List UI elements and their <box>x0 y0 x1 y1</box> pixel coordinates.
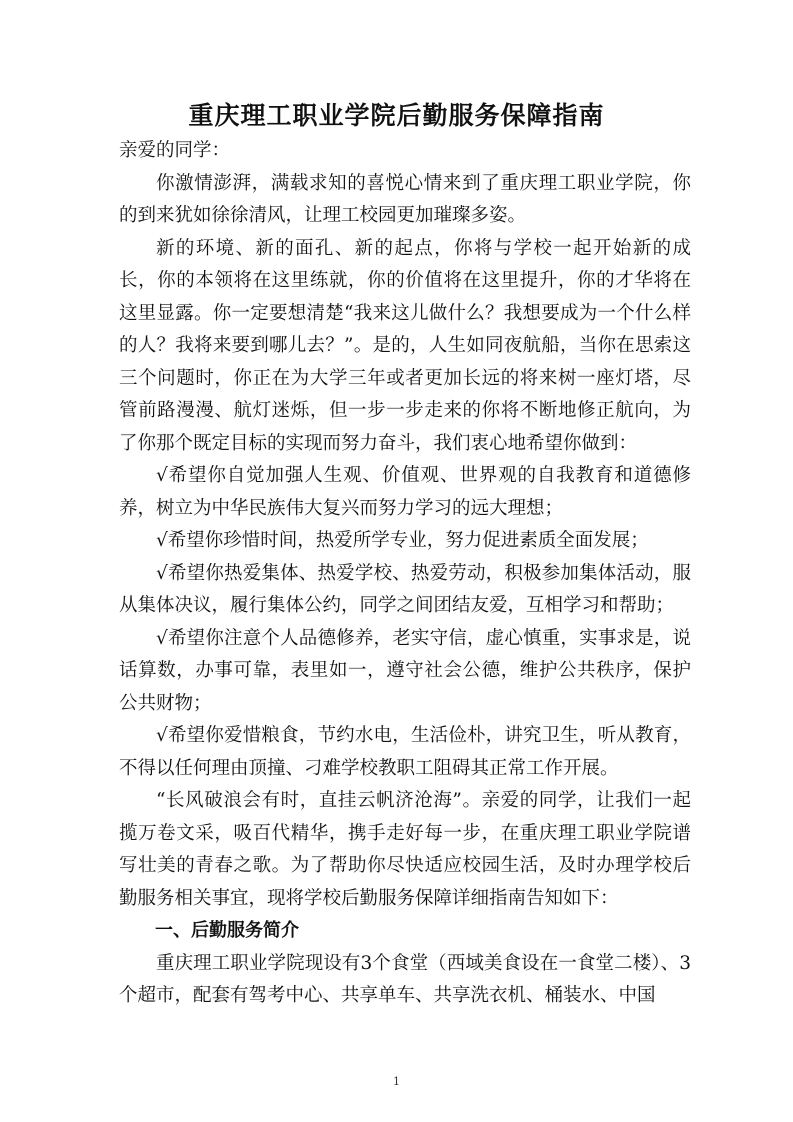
wish-item-4: √希望你注意个人品德修养，老实守信，虚心慎重，实事求是，说话算数，办事可靠，表里如一，遵守社会公德，维护公共秩序，保护公共财物； <box>119 627 691 714</box>
paragraph-closing: “长风破浪会有时，直挂云帆济沧海”。亲爱的同学，让我们一起揽万卷文采，吸百代精华，携手走好每一步，在重庆理工职业学院谱写壮美的青春之歌。为了帮助你尽快适应校园生活，及时办理学校后勤服务相关事宜，现将学校后勤服务保障详细指南告知如下： <box>119 790 691 909</box>
wish-item-1: √希望你自觉加强人生观、价值观、世界观的自我教育和道德修养，树立为中华民族伟大复兴而努力学习的远大理想； <box>119 465 691 519</box>
section-heading: 一、后勤服务简介 <box>155 920 299 941</box>
paragraph-new-start: 新的环境、新的面孔、新的起点，你将与学校一起开始新的成长，你的本领将在这里练就，你的价值将在这里提升，你的才华将在这里显露。你一定要想清楚“我来这儿做什么？我想要成为一个什么样的人？我将来要到哪儿去？”。是的，人生如同夜航船，当你在思索这三个问题时，你正在为大学三年或者更加长远的将来树一座灯塔，尽管前路漫漫、航灯迷烁，但一步一步走来的你将不断地修正航向，为了你那个既定目标的实现而努力奋斗，我们衷心地希望你做到： <box>119 237 691 454</box>
paragraph-intro: 你激情澎湃，满载求知的喜悦心情来到了重庆理工职业学院，你的到来犹如徐徐清风，让理工校园更加璀璨多姿。 <box>119 172 691 226</box>
wish-item-3: √希望你热爱集体、热爱学校、热爱劳动，积极参加集体活动，服从集体决议，履行集体公约，同学之间团结友爱，互相学习和帮助； <box>119 562 691 616</box>
page-number: 1 <box>393 1075 400 1088</box>
wish-item-2: √希望你珍惜时间，热爱所学专业，努力促进素质全面发展； <box>156 530 649 551</box>
salutation: 亲爱的同学： <box>119 140 231 161</box>
section-paragraph: 重庆理工职业学院现设有3个食堂（西域美食设在一食堂二楼）、3个超市，配套有驾考中心、共享单车、共享洗衣机、桶装水、中国 <box>119 952 691 1006</box>
document-body <box>119 135 691 1013</box>
document-title: 重庆理工职业学院后勤服务保障指南 <box>188 101 605 130</box>
wish-item-5: √希望你爱惜粮食，节约水电，生活俭朴，讲究卫生，听从教育，不得以任何理由顶撞、刁难学校教职工阻碍其正常工作开展。 <box>119 725 691 779</box>
